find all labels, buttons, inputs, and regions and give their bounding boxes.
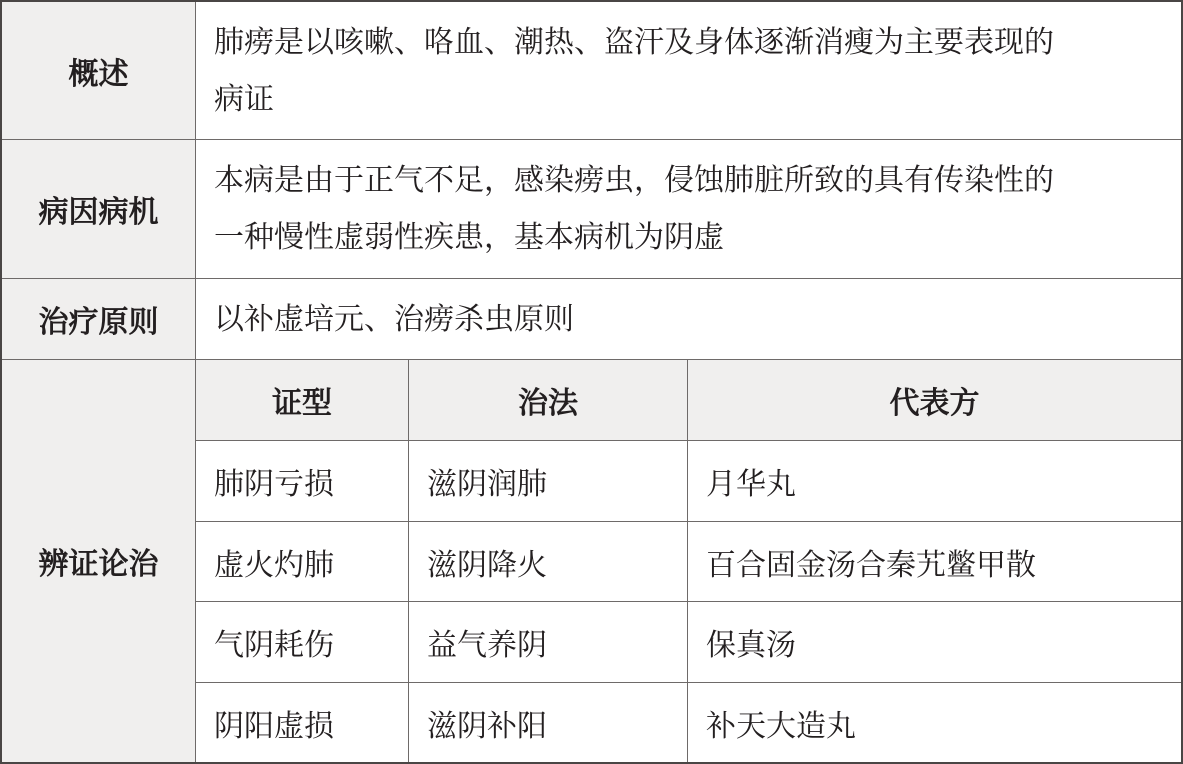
principle-row [2, 279, 1181, 360]
header-formula: 代表方 [889, 386, 980, 421]
principle-content: 以补虚培元、治痨杀虫原则 [214, 301, 574, 337]
etiology-label: 病因病机 [2, 140, 196, 278]
formula-cell: 百合固金汤合秦艽鳖甲散 [706, 547, 1036, 583]
overview-content [196, 2, 1181, 139]
differentiation-subtable [196, 360, 1181, 762]
pattern-cell: 肺阴亏损 [196, 441, 409, 521]
table-row [196, 602, 1181, 683]
differentiation-row [2, 360, 1181, 762]
formula-cell: 月华丸 [706, 467, 796, 502]
method-cell: 滋阴补阳 [409, 683, 688, 762]
method-cell: 滋阴降火 [409, 522, 688, 601]
header-method: 治法 [409, 360, 688, 440]
table-row [196, 441, 1181, 522]
pattern-cell: 虚火灼肺 [196, 522, 409, 601]
principle-label: 治疗原则 [2, 279, 196, 359]
formula-cell: 保真汤 [706, 628, 796, 663]
subtable-header [196, 360, 1181, 441]
table-row [196, 522, 1181, 602]
etiology-line-1: 本病是由于正气不足，感染痨虫，侵蚀肺脏所致的具有传染性的 [214, 163, 1054, 198]
overview-row [2, 2, 1181, 140]
overview-label: 概述 [2, 2, 196, 139]
table-row [196, 683, 1181, 762]
method-cell: 益气养阴 [409, 602, 688, 682]
pattern-cell: 气阴耗伤 [196, 602, 409, 682]
formula-cell: 补天大造丸 [706, 708, 856, 744]
method-cell: 滋阴润肺 [409, 441, 688, 521]
differentiation-label: 辨证论治 [2, 360, 196, 762]
etiology-content [196, 140, 1181, 278]
overview-line-1: 肺痨是以咳嗽、咯血、潮热、盗汗及身体逐渐消瘦为主要表现的 [214, 25, 1054, 60]
etiology-row [2, 140, 1181, 279]
etiology-line-2: 一种慢性虚弱性疾患，基本病机为阴虚 [214, 220, 724, 255]
pattern-cell: 阴阳虚损 [196, 683, 409, 762]
overview-line-2: 病证 [214, 82, 274, 117]
header-pattern: 证型 [196, 360, 409, 440]
